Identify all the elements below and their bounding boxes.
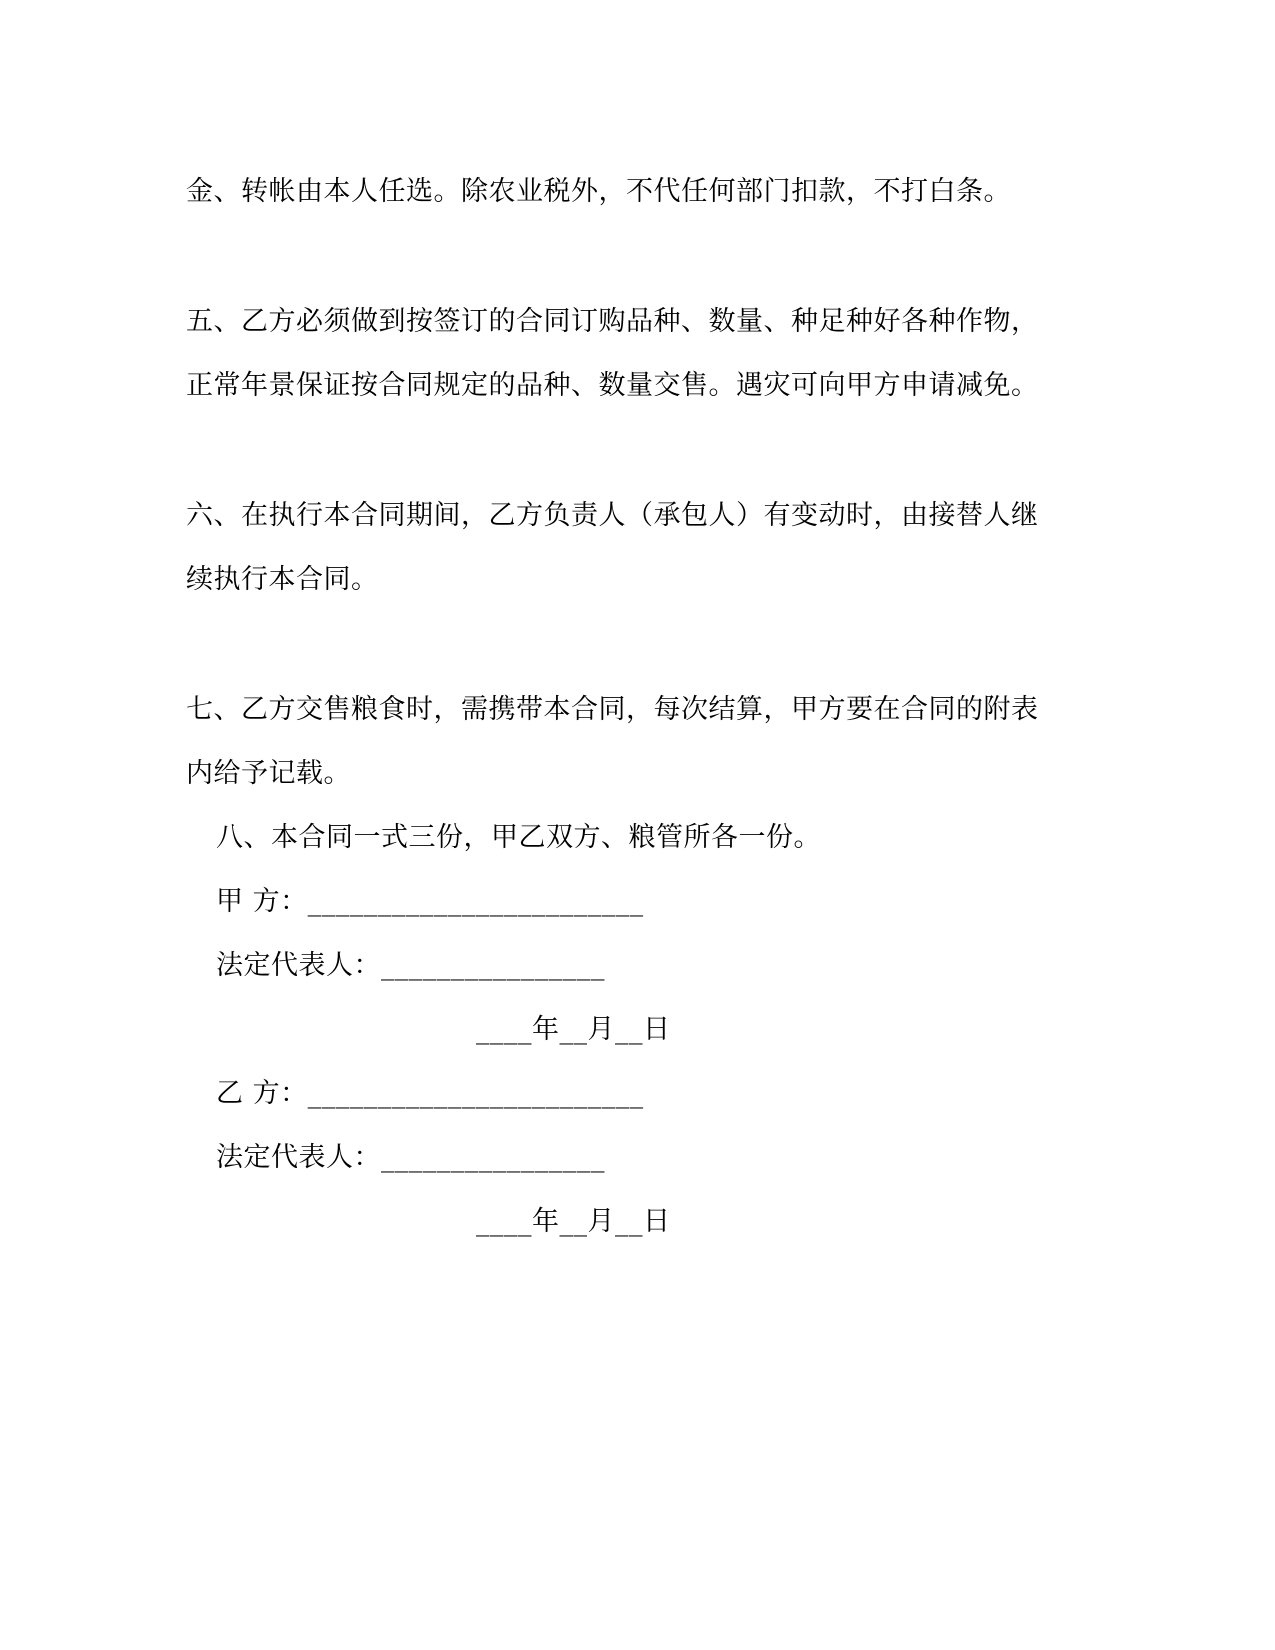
clause-5-line-1: 五、乙方必须做到按签订的合同订购品种、数量、种足种好各种作物， bbox=[186, 306, 1039, 337]
clause-6-line-1: 六、在执行本合同期间，乙方负责人（承包人）有变动时，由接替人继 bbox=[186, 500, 1039, 531]
clause-5-line-2: 正常年景保证按合同规定的品种、数量交售。遇灾可向甲方申请减免。 bbox=[186, 370, 1039, 401]
party-a-date-line: ____年__月__日 bbox=[476, 1014, 671, 1045]
party-a-signature-line: 甲 方：________________________ bbox=[216, 886, 644, 917]
party-b-signature-line: 乙 方：________________________ bbox=[216, 1078, 644, 1109]
party-b-date-line: ____年__月__日 bbox=[476, 1206, 671, 1237]
clause-6-line-2: 续执行本合同。 bbox=[186, 564, 379, 595]
party-b-representative-line: 法定代表人：________________ bbox=[216, 1142, 605, 1173]
clause-7-line-2: 内给予记载。 bbox=[186, 758, 351, 789]
clause-8: 八、本合同一式三份，甲乙双方、粮管所各一份。 bbox=[216, 822, 821, 853]
paragraph-4-continuation: 金、转帐由本人任选。除农业税外，不代任何部门扣款，不打白条。 bbox=[186, 176, 1011, 207]
party-a-representative-line: 法定代表人：________________ bbox=[216, 950, 605, 981]
clause-7-line-1: 七、乙方交售粮食时，需携带本合同，每次结算，甲方要在合同的附表 bbox=[186, 694, 1039, 725]
